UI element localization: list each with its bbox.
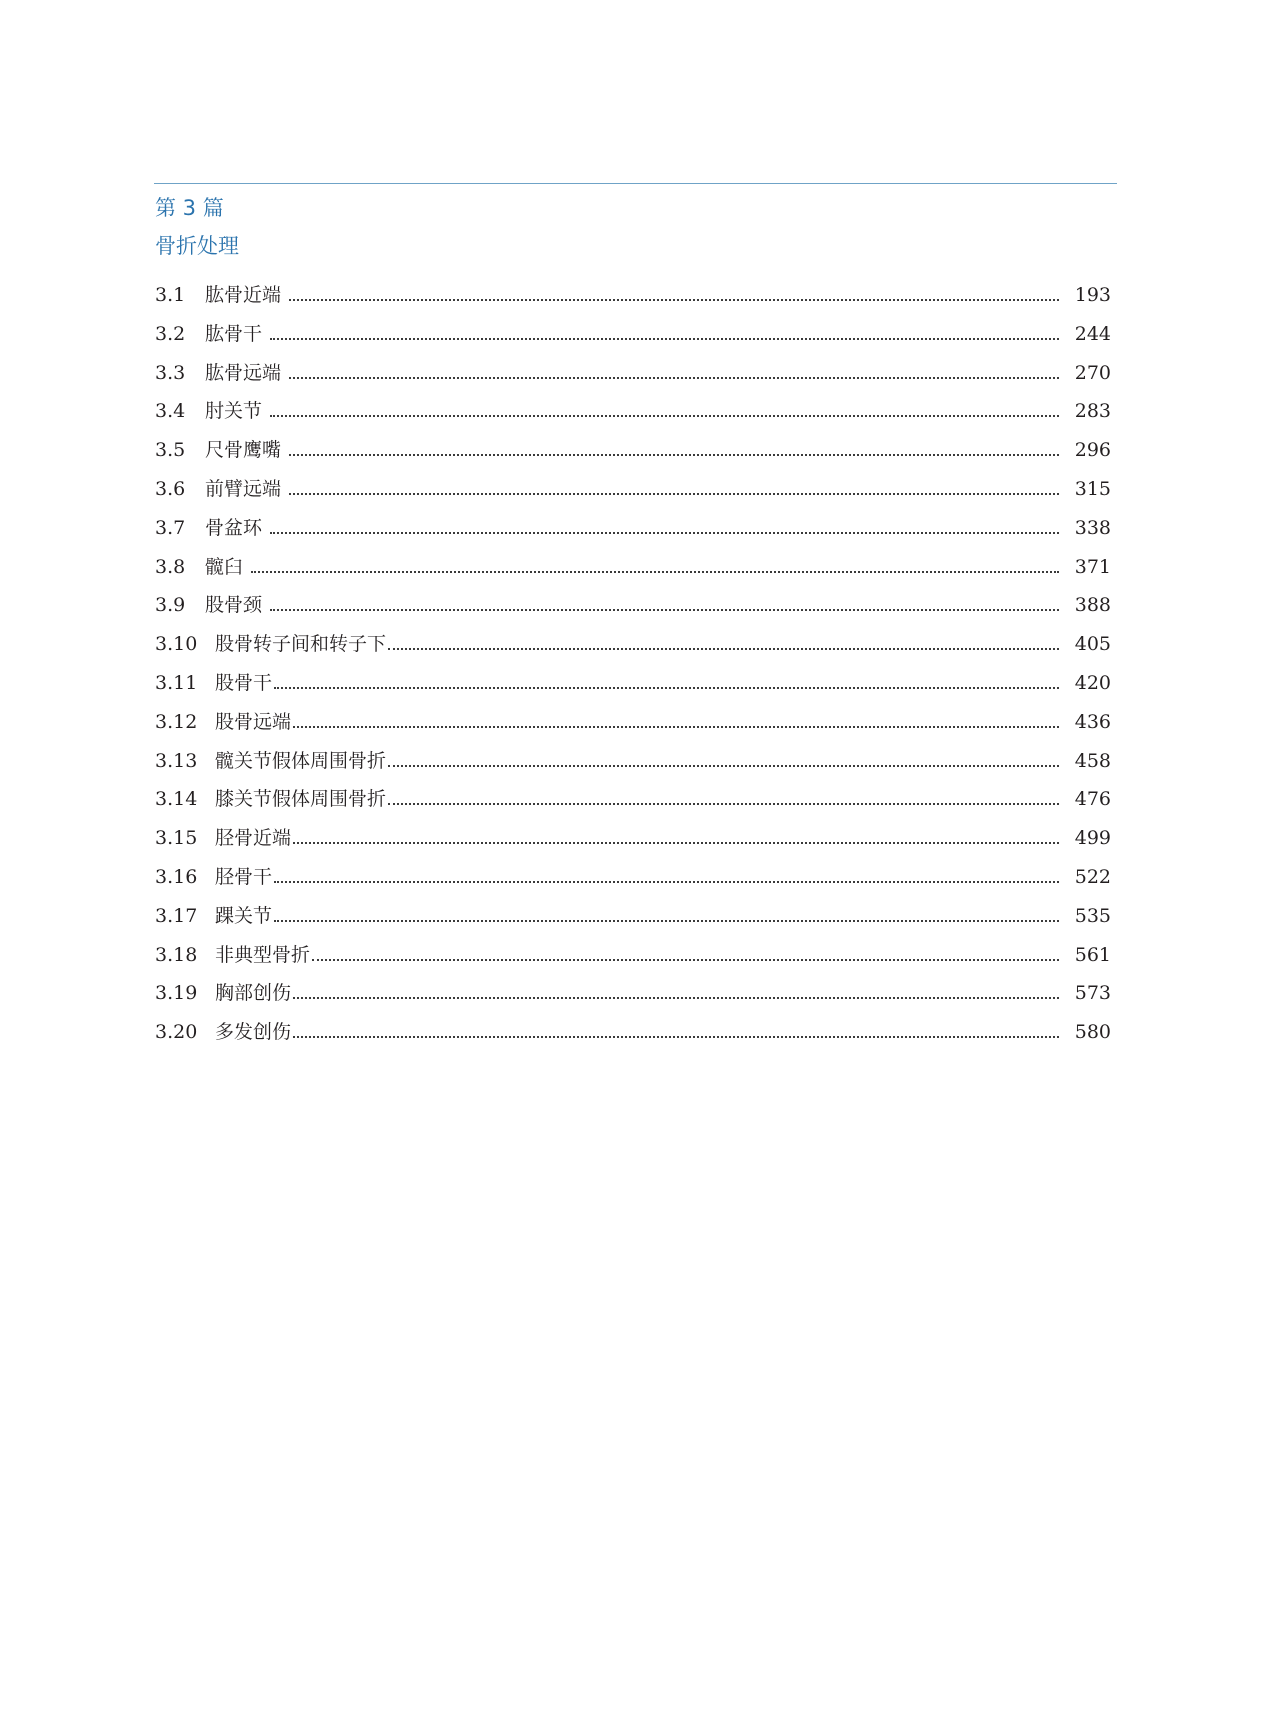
toc-entry-number: 3.11 — [155, 671, 198, 694]
toc-entry-number: 3.17 — [155, 904, 198, 927]
toc-entry-page: 573 — [1074, 982, 1111, 1005]
dot-leader — [388, 648, 1059, 650]
toc-entry[interactable] — [155, 361, 1111, 400]
dot-leader — [251, 571, 1059, 573]
toc-entry-number: 3.16 — [155, 865, 198, 888]
toc-entry-number: 3.7 — [155, 516, 186, 539]
toc-entry-number: 3.3 — [155, 361, 186, 384]
dot-leader — [270, 609, 1059, 611]
toc-entry-number: 3.10 — [155, 633, 198, 656]
toc-entry[interactable] — [155, 710, 1111, 749]
toc-entry-page: 388 — [1074, 594, 1111, 617]
toc-entry-title: 膝关节假体周围骨折 — [215, 788, 387, 811]
toc-entry-title: 踝关节 — [215, 904, 273, 927]
toc-entry-number: 3.5 — [155, 439, 186, 462]
toc-entry-title: 肱骨远端 — [205, 361, 282, 384]
toc-entry[interactable] — [155, 516, 1111, 555]
toc-entry[interactable] — [155, 593, 1111, 632]
toc-entry-title: 胫骨近端 — [215, 827, 292, 850]
toc-entry-page: 436 — [1074, 710, 1111, 733]
toc-entry[interactable] — [155, 865, 1111, 904]
toc-entry-page: 535 — [1074, 904, 1111, 927]
toc-entry-number: 3.13 — [155, 749, 198, 772]
toc-entry-number: 3.8 — [155, 555, 186, 578]
toc-entry-title: 股骨颈 — [205, 594, 263, 617]
header-rule — [154, 183, 1117, 184]
dot-leader — [289, 377, 1059, 379]
dot-leader — [293, 997, 1059, 999]
toc-entry-page: 499 — [1074, 827, 1111, 850]
toc-entry-page: 580 — [1074, 1021, 1111, 1044]
toc-entry-page: 244 — [1074, 322, 1111, 345]
toc-entry-page: 371 — [1074, 555, 1111, 578]
toc-entry-number: 3.20 — [155, 1021, 198, 1044]
toc-entry-title: 骨盆环 — [205, 516, 263, 539]
toc-entry-title: 髋关节假体周围骨折 — [215, 749, 387, 772]
toc-entry[interactable] — [155, 671, 1111, 710]
toc-entry-page: 270 — [1074, 361, 1111, 384]
toc-entry-title: 肱骨干 — [205, 322, 263, 345]
toc-entry-title: 股骨转子间和转子下 — [215, 633, 387, 656]
dot-leader — [293, 1036, 1059, 1038]
dot-leader — [293, 842, 1059, 844]
toc-entry-page: 476 — [1074, 788, 1111, 811]
toc-entry-number: 3.19 — [155, 982, 198, 1005]
toc-entry-title: 非典型骨折 — [215, 943, 311, 966]
toc-entry[interactable] — [155, 787, 1111, 826]
toc-entry[interactable] — [155, 1020, 1111, 1059]
toc-entry[interactable] — [155, 477, 1111, 516]
toc-entry-title: 股骨远端 — [215, 710, 292, 733]
toc-entry[interactable] — [155, 749, 1111, 788]
dot-leader — [293, 726, 1059, 728]
part-title: 骨折处理 — [155, 234, 239, 258]
toc-entry-page: 283 — [1074, 400, 1111, 423]
toc-entry-number: 3.15 — [155, 827, 198, 850]
toc-entry-title: 尺骨鹰嘴 — [205, 439, 282, 462]
toc-entry-number: 3.9 — [155, 594, 186, 617]
dot-leader — [274, 881, 1059, 883]
toc-entry-title: 多发创伤 — [215, 1021, 292, 1044]
toc-entry-page: 561 — [1074, 943, 1111, 966]
toc-entry-page: 315 — [1074, 477, 1111, 500]
dot-leader — [274, 687, 1059, 689]
toc-entry-title: 肱骨近端 — [205, 284, 282, 306]
toc-entry[interactable] — [155, 826, 1111, 865]
toc-entry-number: 3.1 — [155, 284, 186, 306]
toc-entry[interactable] — [155, 283, 1111, 322]
dot-leader — [289, 454, 1059, 456]
dot-leader — [289, 493, 1059, 495]
dot-leader — [274, 920, 1059, 922]
toc-entry[interactable] — [155, 632, 1111, 671]
part-label: 第 3 篇 — [155, 196, 224, 220]
toc-entry-number: 3.14 — [155, 788, 198, 811]
toc-entry[interactable] — [155, 555, 1111, 594]
toc-entry-number: 3.2 — [155, 322, 186, 345]
toc-entry[interactable] — [155, 904, 1111, 943]
toc-entry-title: 胸部创伤 — [215, 982, 292, 1005]
toc-entry-page: 296 — [1074, 439, 1111, 462]
toc-entry[interactable] — [155, 322, 1111, 361]
dot-leader — [270, 415, 1059, 417]
toc-entry-page: 193 — [1074, 284, 1111, 306]
toc-entry[interactable] — [155, 438, 1111, 477]
toc-entry-number: 3.18 — [155, 943, 198, 966]
toc-entry[interactable] — [155, 943, 1111, 982]
toc-entry[interactable] — [155, 399, 1111, 438]
toc-entry-number: 3.6 — [155, 477, 186, 500]
toc-entry[interactable] — [155, 981, 1111, 1020]
toc-entry-page: 338 — [1074, 516, 1111, 539]
table-of-contents — [155, 283, 1111, 1059]
dot-leader — [312, 959, 1059, 961]
toc-entry-title: 股骨干 — [215, 671, 273, 694]
toc-entry-number: 3.4 — [155, 400, 186, 423]
toc-entry-title: 胫骨干 — [215, 865, 273, 888]
toc-entry-page: 522 — [1074, 865, 1111, 888]
dot-leader — [270, 338, 1059, 340]
toc-entry-page: 458 — [1074, 749, 1111, 772]
toc-entry-page: 405 — [1074, 633, 1111, 656]
dot-leader — [270, 532, 1059, 534]
toc-entry-title: 前臂远端 — [205, 477, 282, 500]
dot-leader — [388, 803, 1059, 805]
dot-leader — [289, 299, 1059, 301]
toc-entry-title: 肘关节 — [205, 400, 263, 423]
toc-entry-title: 髋臼 — [205, 555, 244, 578]
toc-entry-page: 420 — [1074, 671, 1111, 694]
dot-leader — [388, 765, 1059, 767]
toc-entry-number: 3.12 — [155, 710, 198, 733]
